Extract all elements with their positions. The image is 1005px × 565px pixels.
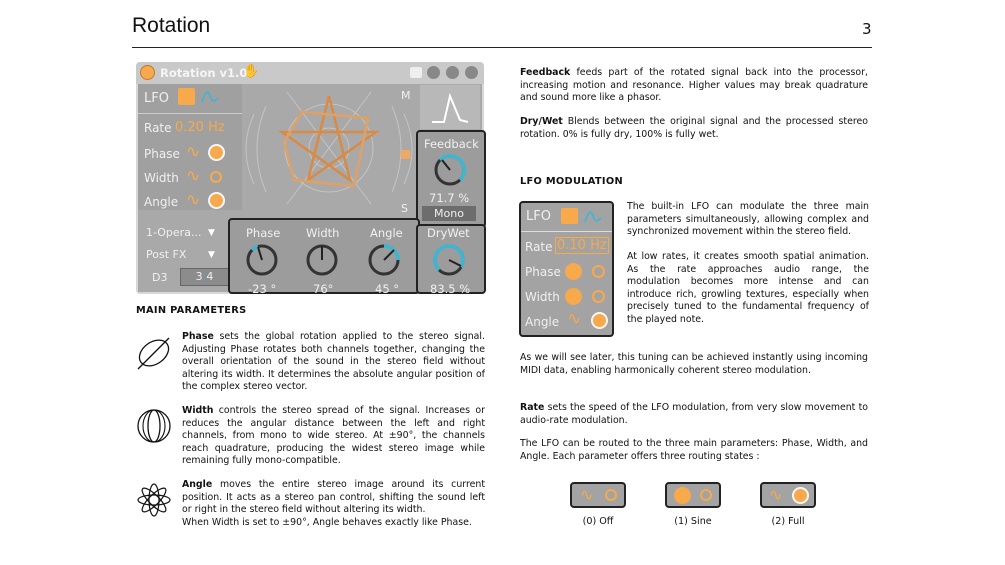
routing-off bbox=[570, 482, 626, 508]
angle-knob-label: Angle bbox=[370, 226, 403, 240]
lfo-paragraph-2: At low rates, it creates smooth spatial animation. As the rate approaches audio range, the modulation becomes more intense and can introduce rich, growling textures, especially when precisely tuned to the fundamental frequency of the played note. bbox=[627, 251, 869, 325]
mid-label: M bbox=[401, 89, 411, 102]
angle-description bbox=[182, 479, 485, 529]
rate-text: sets the speed of the LFO modulation, from very slow movement to audio-rate modulation. bbox=[520, 402, 868, 426]
width-row-label: Width bbox=[144, 171, 179, 185]
fold-icon[interactable] bbox=[410, 67, 422, 78]
angle-sine-icon[interactable]: ∿ bbox=[186, 190, 201, 210]
envelope-icon bbox=[430, 92, 470, 124]
main-parameters-heading: MAIN PARAMETERS bbox=[136, 305, 247, 316]
rate-value[interactable]: 0.20 Hz bbox=[175, 120, 225, 135]
routing-sine-circle-icon bbox=[700, 489, 712, 501]
lfo-panel-angle-sine[interactable]: ∿ bbox=[567, 309, 582, 329]
phase-description bbox=[182, 331, 485, 394]
device-body bbox=[138, 84, 482, 296]
lfo-panel-divider bbox=[521, 231, 612, 232]
lfo-panel-width-sine[interactable] bbox=[565, 288, 582, 305]
lfo-paragraph-1: The built-in LFO can modulate the three main parameters simultaneously, allowing complex and synchronized movement within the stereo field. bbox=[627, 201, 869, 238]
feedback-knob[interactable] bbox=[432, 152, 468, 188]
phase-term: Phase bbox=[182, 331, 214, 342]
lfo-modulation-heading: LFO MODULATION bbox=[520, 176, 623, 187]
routing-full-label: (2) Full bbox=[771, 516, 805, 527]
ratio-box[interactable] bbox=[180, 268, 229, 286]
side-label: S bbox=[401, 202, 408, 215]
angle-icon bbox=[136, 482, 172, 518]
routing-off-circle-icon bbox=[605, 489, 617, 501]
save-icon[interactable] bbox=[446, 66, 459, 79]
lfo-panel-sine-icon[interactable] bbox=[583, 210, 603, 224]
routing-full-circle-filled-icon bbox=[792, 487, 809, 504]
routing-sine bbox=[665, 482, 721, 508]
header-divider bbox=[132, 47, 872, 48]
dropdown-2[interactable]: Post FX bbox=[146, 248, 187, 261]
lfo-panel-rate-label: Rate bbox=[525, 240, 553, 254]
feedback-term: Feedback bbox=[520, 67, 571, 78]
rate-label: Rate bbox=[144, 121, 172, 135]
routing-sine-label: (1) Sine bbox=[674, 516, 712, 527]
page-title: Rotation bbox=[132, 14, 211, 37]
hotswap-icon[interactable] bbox=[427, 66, 440, 79]
rotation-device bbox=[136, 62, 484, 294]
drywet-knob[interactable] bbox=[431, 242, 467, 278]
midi-paragraph: As we will see later, this tuning can be achieved instantly using incoming MIDI data, enabling harmonically coherent stereo modulation. bbox=[520, 352, 868, 376]
lfo-panel bbox=[519, 201, 614, 337]
device-name: Rotation v1.0 bbox=[160, 66, 248, 80]
lfo-panel-phase-full[interactable] bbox=[592, 265, 605, 278]
width-sine-icon[interactable]: ∿ bbox=[186, 166, 201, 186]
lfo-panel-width-label: Width bbox=[525, 290, 560, 304]
width-knob-label: Width bbox=[306, 226, 340, 240]
phase-text: sets the global rotation applied to the stereo signal. Adjusting Phase rotates both channels together, changing the overall orientation of the sound in the stereo field without altering its width. It determines the absolute angular position of the complex stereo vector. bbox=[182, 331, 485, 393]
drywet-term: Dry/Wet bbox=[520, 116, 563, 127]
dropdown-2-arrow-icon[interactable]: ▼ bbox=[208, 250, 215, 260]
angle-term: Angle bbox=[182, 479, 213, 490]
width-icon bbox=[136, 408, 172, 444]
keyboard-icon[interactable] bbox=[178, 88, 195, 105]
lfo-panel-width-full[interactable] bbox=[592, 290, 605, 303]
angle-row-label: Angle bbox=[144, 195, 179, 209]
lfo-panel-keyboard-icon[interactable] bbox=[561, 208, 578, 224]
angle-knob-value: 45 ° bbox=[375, 282, 400, 296]
width-term: Width bbox=[182, 405, 214, 416]
phase-sine-icon[interactable]: ∿ bbox=[186, 142, 201, 162]
drywet-description bbox=[520, 116, 868, 141]
drywet-knob-label: DryWet bbox=[427, 226, 470, 240]
width-description bbox=[182, 405, 485, 468]
device-title-bar bbox=[136, 62, 484, 84]
rate-description bbox=[520, 402, 868, 427]
feedback-label: Feedback bbox=[424, 137, 479, 151]
phase-knob-label: Phase bbox=[246, 226, 281, 240]
lfo-panel-phase-sine[interactable] bbox=[565, 263, 582, 280]
routing-full-sine-icon: ∿ bbox=[769, 485, 783, 504]
width-knob-value: 76° bbox=[313, 282, 334, 296]
routing-off-label: (0) Off bbox=[582, 516, 614, 527]
drywet-text: Blends between the original signal and the processed stereo rotation. 0% is fully dry, 100% is fully wet. bbox=[520, 116, 868, 140]
lfo-panel-angle-label: Angle bbox=[525, 315, 560, 329]
note-label: D3 bbox=[152, 271, 168, 284]
angle-text: moves the entire stereo image around its current position. It acts as a stereo pan control, shifting the sound left or right in the stereo field without altering its width. bbox=[182, 479, 485, 516]
drywet-knob-value: 83.5 % bbox=[430, 282, 471, 296]
feedback-value: 71.7 % bbox=[429, 191, 470, 205]
lfo-panel-angle-full[interactable] bbox=[591, 312, 608, 329]
feedback-text: feeds part of the rotated signal back into the processor, increasing motion and resonance. Higher values may break quadrature and sound more like a phasor. bbox=[520, 67, 868, 104]
lfo-panel-label: LFO bbox=[526, 209, 551, 224]
phase-knob[interactable] bbox=[244, 242, 280, 278]
lfo-label: LFO bbox=[144, 91, 169, 106]
phase-knob-value: -23 ° bbox=[248, 282, 277, 296]
phase-full-toggle[interactable] bbox=[208, 144, 225, 161]
hand-icon: ✋ bbox=[243, 64, 260, 79]
routing-sine-circle-filled-icon bbox=[674, 487, 691, 504]
dropdown-1[interactable]: 1-Opera... bbox=[146, 226, 202, 239]
more-icon[interactable] bbox=[465, 66, 478, 79]
ratio-left: 3 bbox=[195, 270, 203, 283]
angle-knob[interactable] bbox=[366, 242, 402, 278]
dropdown-1-arrow-icon[interactable]: ▼ bbox=[208, 228, 215, 238]
rate-term: Rate bbox=[520, 402, 545, 413]
routing-paragraph: The LFO can be routed to the three main parameters: Phase, Width, and Angle. Each parameter offers three routing states : bbox=[520, 438, 868, 462]
orange-marker bbox=[401, 150, 410, 159]
phase-row-label: Phase bbox=[144, 147, 180, 161]
routing-off-sine-icon: ∿ bbox=[580, 485, 594, 504]
width-text: controls the stereo spread of the signal. Increases or reduces the angular distance between the left and right channels, from mono to wide stereo. At ±90°, the channels reach quadrature, producing the widest stereo image while remaining fully mono-compatible. bbox=[182, 405, 485, 467]
width-full-toggle[interactable] bbox=[210, 171, 222, 183]
width-knob[interactable] bbox=[304, 242, 340, 278]
feedback-description bbox=[520, 67, 868, 105]
power-icon[interactable] bbox=[140, 65, 155, 80]
lfo-divider bbox=[138, 113, 242, 114]
page-number: 3 bbox=[862, 20, 872, 38]
stereo-visualizer bbox=[242, 84, 416, 214]
angle-full-toggle[interactable] bbox=[208, 192, 225, 209]
mono-button[interactable]: Mono bbox=[422, 206, 476, 221]
ratio-right: 4 bbox=[206, 270, 214, 283]
sine-wave-icon[interactable] bbox=[200, 90, 220, 104]
phase-icon bbox=[136, 335, 172, 371]
angle-text-2: When Width is set to ±90°, Angle behaves exactly like Phase. bbox=[182, 516, 472, 528]
routing-full bbox=[760, 482, 816, 508]
lfo-panel-rate-value[interactable]: 0.10 Hz bbox=[557, 238, 607, 253]
lfo-panel-phase-label: Phase bbox=[525, 265, 561, 279]
ratio-sep: : bbox=[202, 270, 207, 283]
